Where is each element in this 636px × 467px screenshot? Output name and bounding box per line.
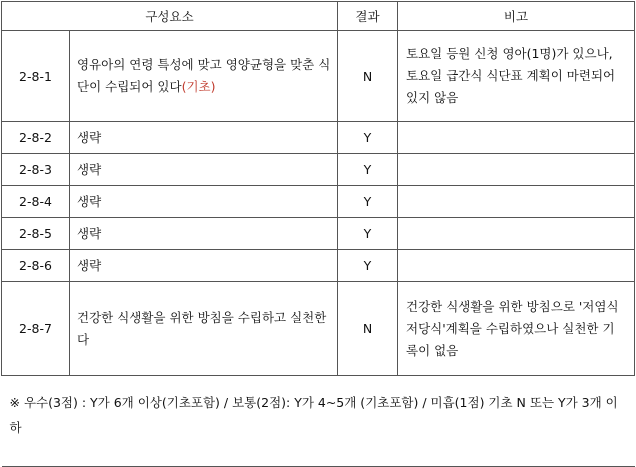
header-item: 구성요소 (2, 2, 338, 31)
row-remark: 건강한 식생활을 위한 방침으로 '저염식 저당식'계획을 수립하였으나 실천한 기록이 없음 (398, 282, 635, 376)
row-code: 2-8-5 (2, 218, 70, 250)
basic-tag: (기초) (181, 79, 216, 94)
row-code: 2-8-4 (2, 186, 70, 218)
row-result: N (338, 31, 398, 122)
row-result: Y (338, 186, 398, 218)
row-remark (398, 154, 635, 186)
row-result: Y (338, 122, 398, 154)
row-content (70, 31, 338, 122)
row-remark: 토요일 등원 신청 영아(1명)가 있으나, 토요일 급간식 식단표 계획이 마련되어 있지 않음 (398, 31, 635, 122)
header-remark: 비고 (398, 2, 635, 31)
evaluation-table (1, 1, 635, 467)
row-remark (398, 122, 635, 154)
table-row (2, 218, 635, 250)
row-content: 생략 (70, 122, 338, 154)
row-code: 2-8-1 (2, 31, 70, 122)
row-code: 2-8-6 (2, 250, 70, 282)
row-code: 2-8-7 (2, 282, 70, 376)
table-row (2, 154, 635, 186)
row-content-text: 영유아의 연령 특성에 맞고 영양균형을 맞춘 식단이 수립되어 있다 (77, 57, 331, 94)
table-row (2, 186, 635, 218)
header-result: 결과 (338, 2, 398, 31)
row-result: Y (338, 154, 398, 186)
row-content: 생략 (70, 250, 338, 282)
note-row (2, 376, 635, 467)
table-row (2, 250, 635, 282)
row-content: 생략 (70, 186, 338, 218)
row-remark (398, 250, 635, 282)
row-content: 건강한 식생활을 위한 방침을 수립하고 실천한다 (70, 282, 338, 376)
row-remark (398, 218, 635, 250)
row-code: 2-8-3 (2, 154, 70, 186)
row-content: 생략 (70, 218, 338, 250)
header-row (2, 2, 635, 31)
table-row (2, 122, 635, 154)
row-result: Y (338, 250, 398, 282)
row-remark (398, 186, 635, 218)
row-result: Y (338, 218, 398, 250)
table-row (2, 31, 635, 122)
scoring-note: ※ 우수(3점) : Y가 6개 이상(기초포함) / 보통(2점): Y가 4~5개 (기초포함) / 미흡(1점) 기초 N 또는 Y가 3개 이하 (2, 376, 635, 467)
row-content: 생략 (70, 154, 338, 186)
row-code: 2-8-2 (2, 122, 70, 154)
table-row (2, 282, 635, 376)
row-result: N (338, 282, 398, 376)
